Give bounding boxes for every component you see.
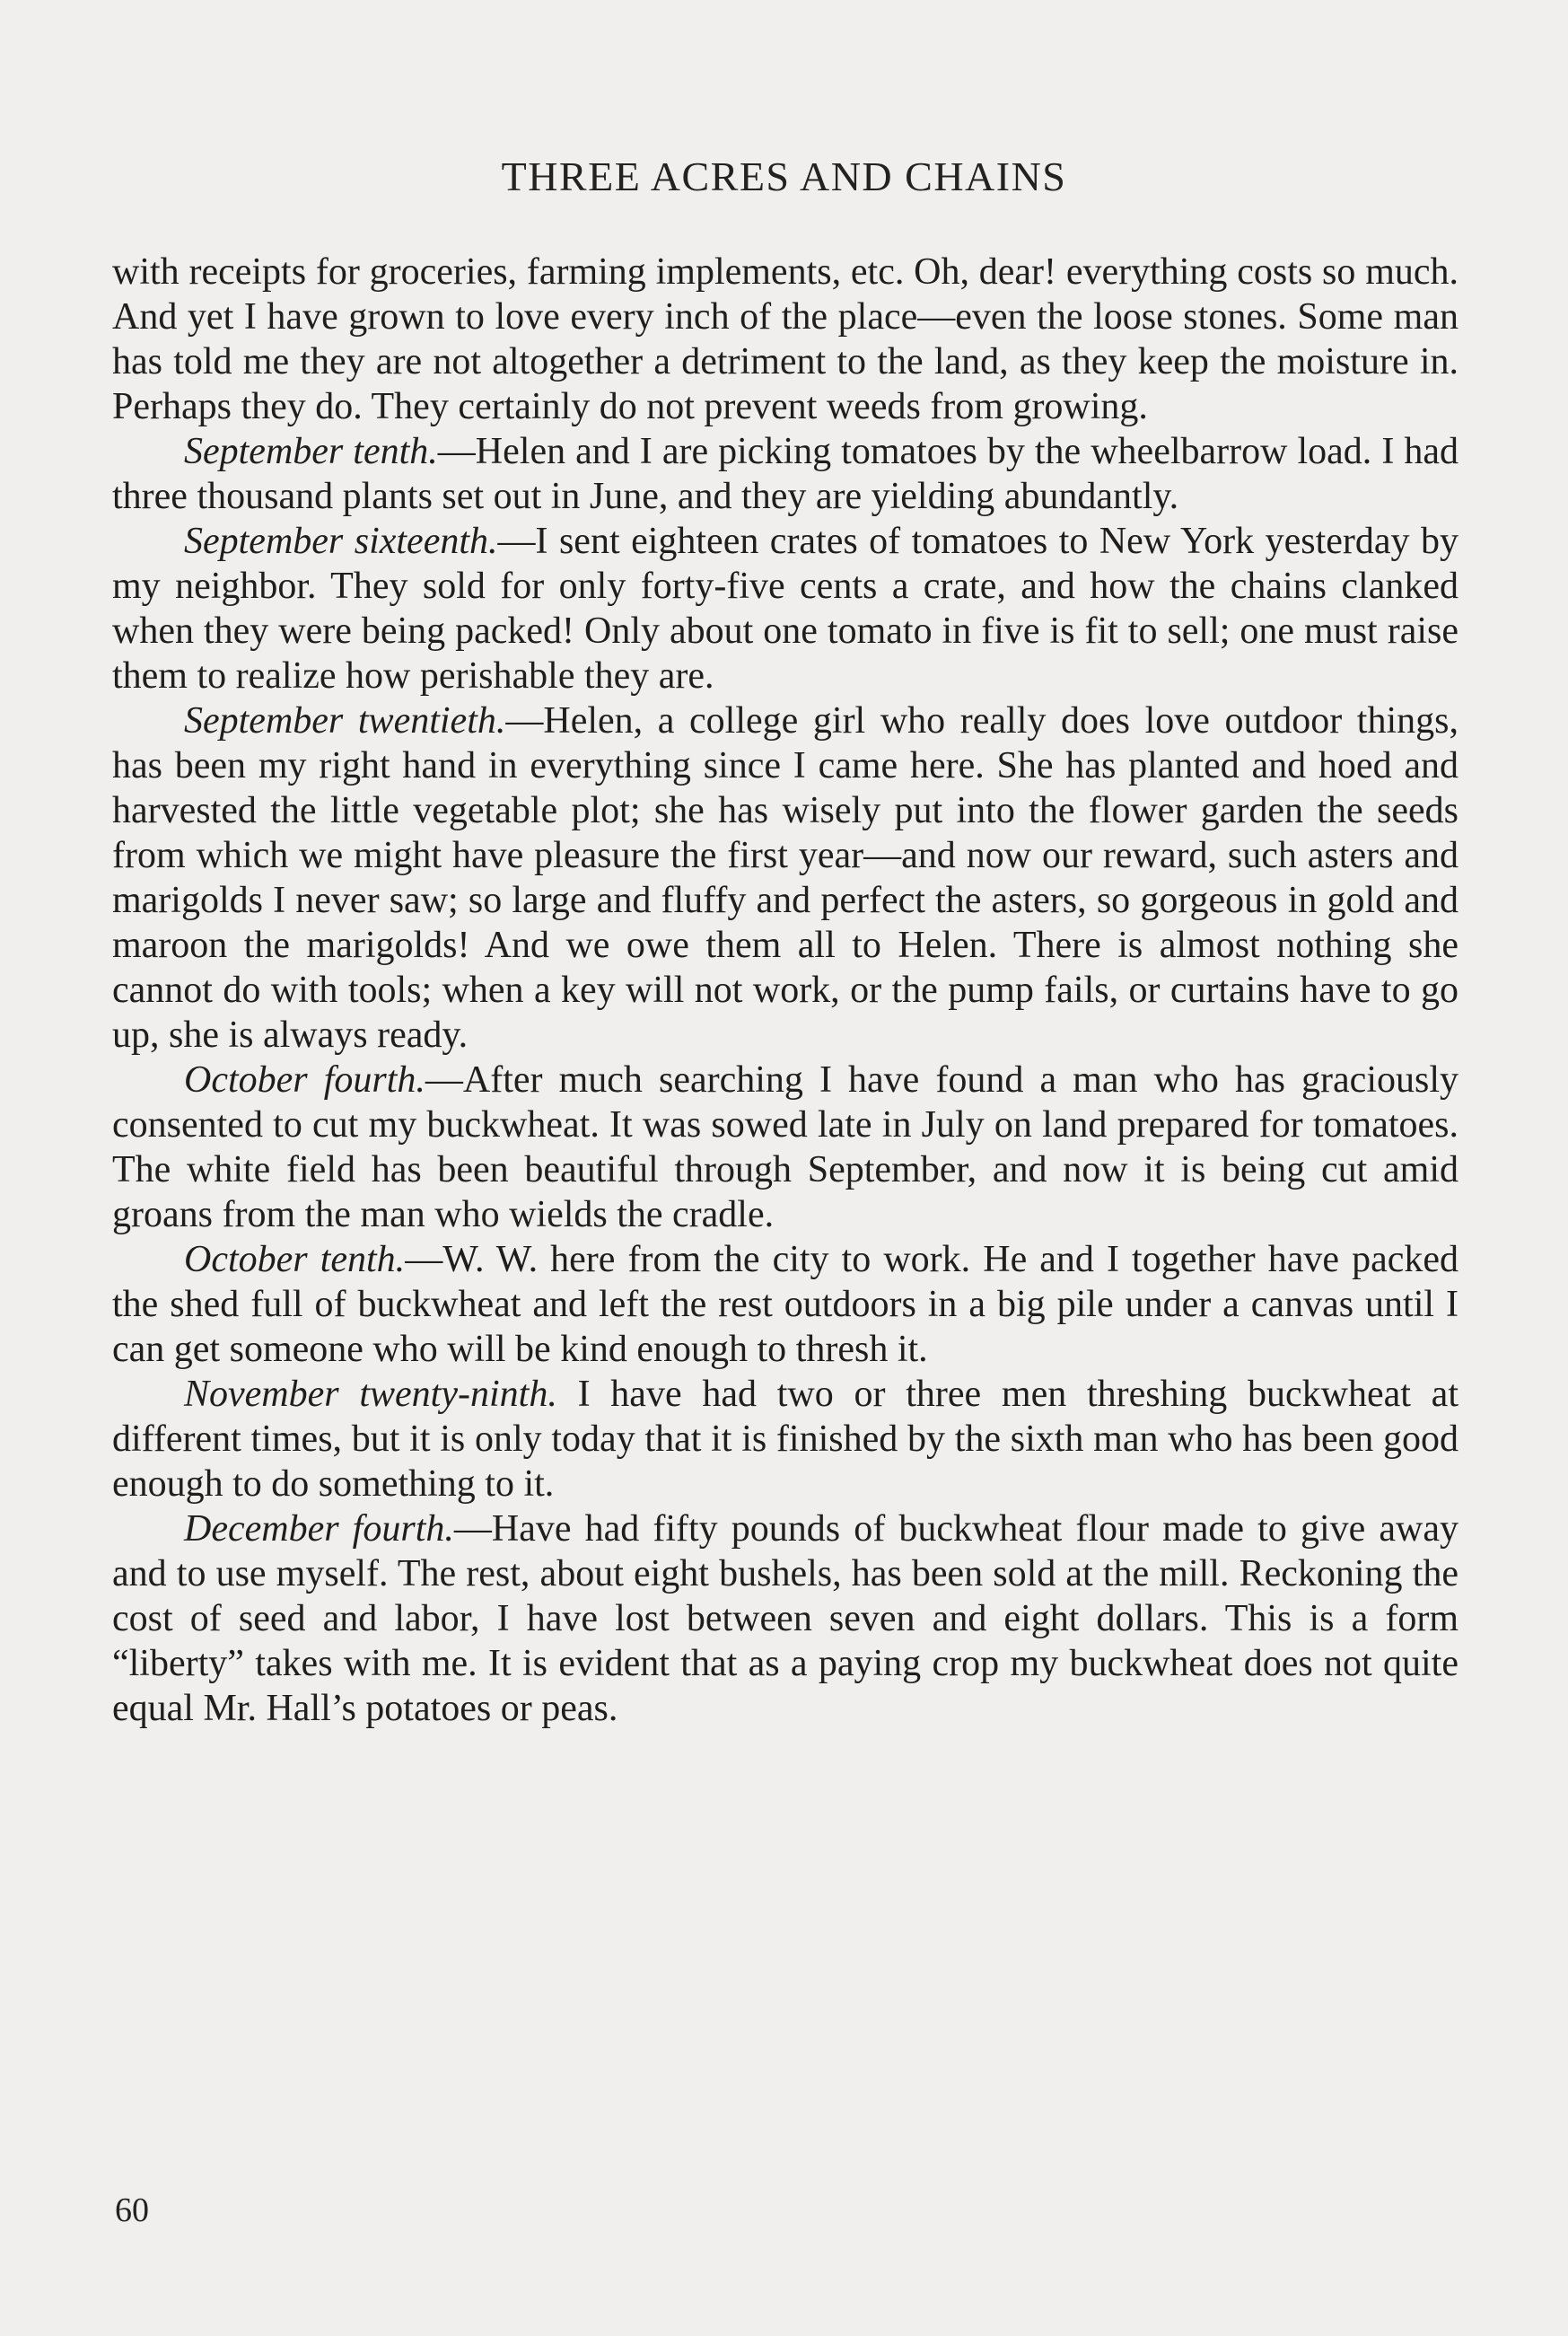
entry-date: September sixteenth.: [184, 521, 498, 562]
diary-entry: [112, 1506, 1459, 1731]
diary-entry: [112, 1372, 1459, 1506]
paragraph-continuation: [112, 250, 1459, 429]
diary-entry: [112, 429, 1459, 519]
entry-date: October fourth.: [184, 1059, 425, 1101]
diary-entry: [112, 519, 1459, 698]
diary-entry: [112, 1237, 1459, 1372]
entry-date: October tenth.: [184, 1239, 406, 1280]
body-text: [112, 250, 1459, 1731]
entry-date: September tenth.: [184, 431, 438, 472]
entry-text: —W. W. here from the city to work. He and I together have packed the shed full of buckwheat and left the rest outdoors in a big pile under a canvas until I can get someone who will be kind enough to thresh it.: [112, 1239, 1459, 1370]
paragraph-text: with receipts for groceries, farming implements, etc. Oh, dear! everything costs so much. And yet I have grown to love every inch of the place—even the loose stones. Some man has told me they are not altogether a detriment to the land, as they keep the moisture in. Perhaps they do. They certainly do not prevent weeds from growing.: [112, 251, 1459, 427]
entry-text: —I sent eighteen crates of tomatoes to New York yesterday by my neighbor. They sold for only forty-five cents a crate, and how the chains clanked when they were being packed! Only about one tomato in five is fit to sell; one must raise them to realize how perishable they are.: [112, 521, 1459, 697]
entry-text: —Helen and I are picking tomatoes by the wheelbarrow load. I had three thousand plants set out in June, and they are yielding abundantly.: [112, 431, 1459, 517]
entry-text: I have had two or three men threshing buckwheat at different times, but it is only today that it is finished by the sixth man who has been good enough to do something to it.: [112, 1374, 1459, 1505]
diary-entry: [112, 1058, 1459, 1237]
entry-date: December fourth.: [184, 1508, 454, 1550]
page-number: 60: [115, 2191, 149, 2229]
diary-entry: [112, 698, 1459, 1058]
entry-date: September twentieth.: [184, 700, 506, 742]
running-head: THREE ACRES AND CHAINS: [501, 154, 1067, 199]
entry-text: —Have had fifty pounds of buckwheat flour made to give away and to use myself. The rest, about eight bushels, has been sold at the mill. Reckoning the cost of seed and labor, I have lost between seven and eight dollars. This is a form “liberty” takes with me. It is evident that as a paying crop my buckwheat does not quite equal Mr. Hall’s potatoes or peas.: [112, 1508, 1459, 1729]
entry-date: November twenty-ninth.: [184, 1374, 557, 1415]
entry-text: —After much searching I have found a man who has graciously consented to cut my buckwheat. It was sowed late in July on land prepared for tomatoes. The white field has been beautiful through September, and now it is being cut amid groans from the man who wields the cradle.: [112, 1059, 1459, 1235]
entry-text: —Helen, a college girl who really does love outdoor things, has been my right hand in everything since I came here. She has planted and hoed and harvested the little vegetable plot; she has wisely put into the flower garden the seeds from which we might have pleasure the first year—and now our reward, such asters and marigolds I never saw; so large and fluffy and perfect the asters, so gorgeous in gold and maroon the marigolds! And we owe them all to Helen. There is almost nothing she cannot do with tools; when a key will not work, or the pump fails, or curtains have to go up, she is always ready.: [112, 700, 1459, 1056]
